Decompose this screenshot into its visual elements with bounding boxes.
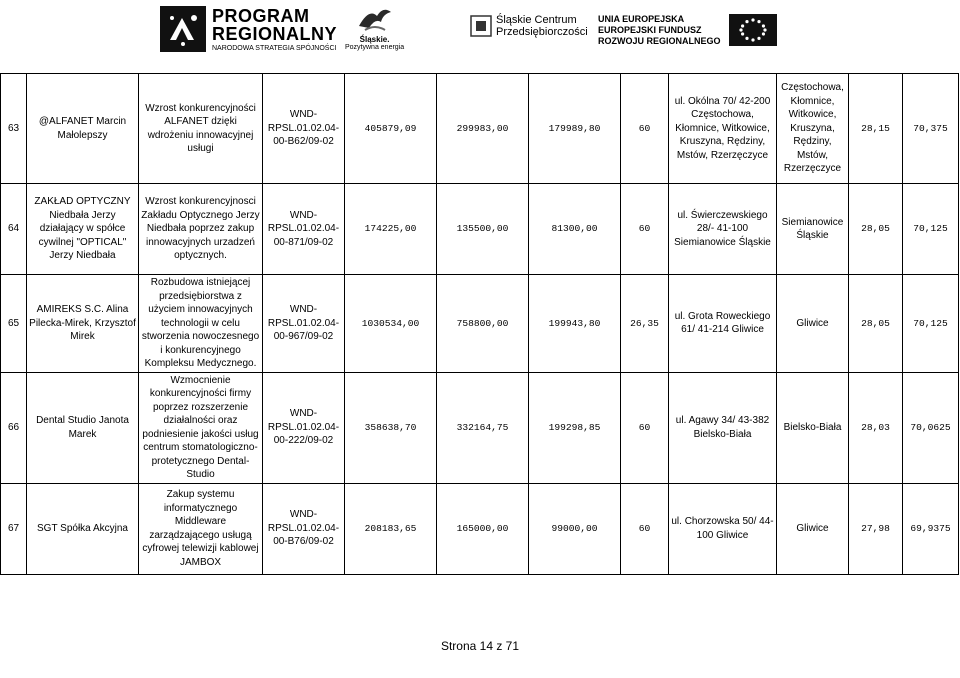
project-title-cell: Rozbudowa istniejącej przedsiębiorstwa z użyciem innowacyjnych technologii w celu stworzenia nowoczesnego i konkurencyjnego Kompleksu Medycznego. bbox=[139, 275, 263, 373]
grant-amount-cell: 179989,80 bbox=[529, 74, 621, 184]
program-line3: NARODOWA STRATEGIA SPÓJNOŚCI bbox=[212, 44, 337, 52]
eligible-costs-cell: 299983,00 bbox=[437, 74, 529, 184]
eligible-costs-cell: 332164,75 bbox=[437, 372, 529, 483]
score-cell: 70,375 bbox=[903, 74, 959, 184]
row-number-cell: 64 bbox=[1, 184, 27, 275]
project-title-cell: Wzrost konkurencyjności ALFANET dzięki wdrożeniu innowacyjnej usługi bbox=[139, 74, 263, 184]
centrum-line1: Śląskie Centrum bbox=[496, 14, 577, 26]
ue-line2: EUROPEJSKI FUNDUSZ bbox=[598, 24, 702, 35]
total-value-cell: 174225,00 bbox=[345, 184, 437, 275]
row-number-cell: 65 bbox=[1, 275, 27, 373]
project-title-cell: Zakup systemu informatycznego Middleware zarządzającego usługą cyfrowej telewizji kablowej JAMBOX bbox=[139, 483, 263, 574]
program-regionalny-logo bbox=[160, 6, 337, 52]
score-cell: 70,0625 bbox=[903, 372, 959, 483]
program-line1: PROGRAM bbox=[212, 5, 310, 26]
total-value-cell: 1030534,00 bbox=[345, 275, 437, 373]
applicant-address-cell: ul. Okólna 70/ 42-200 Częstochowa, Kłomnice, Witkowice, Kruszyna, Rędziny, Mstów, Rzerzęczyce bbox=[669, 74, 777, 184]
application-number-cell: WND-RPSL.01.02.04-00-222/09-02 bbox=[263, 372, 345, 483]
grant-amount-cell: 199298,85 bbox=[529, 372, 621, 483]
project-location-cell: Gliwice bbox=[777, 483, 849, 574]
logo-bar bbox=[0, 0, 960, 62]
table-row bbox=[1, 372, 959, 483]
eligible-costs-cell: 165000,00 bbox=[437, 483, 529, 574]
ranking-table bbox=[0, 73, 959, 575]
applicant-name-cell: ZAKŁAD OPTYCZNY Niedbała Jerzy działający w spółce cywilnej "OPTICAL" Jerzy Niedbała bbox=[27, 184, 139, 275]
grant-amount-cell: 199943,80 bbox=[529, 275, 621, 373]
program-regionalny-emblem bbox=[160, 6, 206, 52]
project-location-cell: Siemianowice Śląskie bbox=[777, 184, 849, 275]
score-cell: 69,9375 bbox=[903, 483, 959, 574]
total-value-cell: 208183,65 bbox=[345, 483, 437, 574]
grant-percent-cell: 60 bbox=[621, 372, 669, 483]
project-location-cell: Bielsko-Biała bbox=[777, 372, 849, 483]
project-title-cell: Wzrost konkurencyjnosci Zakładu Optycznego Jerzy Niedbała poprzez zakup innowacyjnych urzadzeń optycznych. bbox=[139, 184, 263, 275]
grant-percent-cell: 60 bbox=[621, 483, 669, 574]
grant-amount-cell: 81300,00 bbox=[529, 184, 621, 275]
points-cell: 28,03 bbox=[849, 372, 903, 483]
points-cell: 28,05 bbox=[849, 184, 903, 275]
applicant-name-cell: Dental Studio Janota Marek bbox=[27, 372, 139, 483]
project-location-cell: Gliwice bbox=[777, 275, 849, 373]
centrum-line2: Przedsiębiorczości bbox=[496, 26, 588, 39]
table-row bbox=[1, 275, 959, 373]
project-location-cell: Częstochowa, Kłomnice, Witkowice, Kruszyna, Rędziny, Mstów, Rzerzęczyce bbox=[777, 74, 849, 184]
points-cell: 28,05 bbox=[849, 275, 903, 373]
applicant-name-cell: @ALFANET Marcin Małolepszy bbox=[27, 74, 139, 184]
page-number: Strona 14 z 71 bbox=[440, 639, 520, 653]
grant-percent-cell: 26,35 bbox=[621, 275, 669, 373]
slaskie-slogan: Pozytywna energia bbox=[345, 44, 405, 51]
row-number-cell: 67 bbox=[1, 483, 27, 574]
applicant-name-cell: SGT Spółka Akcyjna bbox=[27, 483, 139, 574]
application-number-cell: WND-RPSL.01.02.04-00-871/09-02 bbox=[263, 184, 345, 275]
grant-percent-cell: 60 bbox=[621, 184, 669, 275]
applicant-address-cell: ul. Świerczewskiego 28/- 41-100 Siemianowice Śląskie bbox=[669, 184, 777, 275]
eligible-costs-cell: 758800,00 bbox=[437, 275, 529, 373]
ue-line1: UNIA EUROPEJSKA bbox=[598, 14, 685, 24]
eu-flag-icon bbox=[729, 14, 777, 46]
slaskie-bird-icon bbox=[355, 4, 395, 34]
score-cell: 70,125 bbox=[903, 275, 959, 373]
row-number-cell: 63 bbox=[1, 74, 27, 184]
eligible-costs-cell: 135500,00 bbox=[437, 184, 529, 275]
ue-line3: ROZWOJU REGIONALNEGO bbox=[598, 35, 721, 46]
applicant-address-cell: ul. Chorzowska 50/ 44-100 Gliwice bbox=[669, 483, 777, 574]
table-row bbox=[1, 483, 959, 574]
applicant-address-cell: ul. Agawy 34/ 43-382 Bielsko-Biała bbox=[669, 372, 777, 483]
centrum-logo bbox=[470, 14, 588, 38]
grant-amount-cell: 99000,00 bbox=[529, 483, 621, 574]
row-number-cell: 66 bbox=[1, 372, 27, 483]
applicant-address-cell: ul. Grota Roweckiego 61/ 41-214 Gliwice bbox=[669, 275, 777, 373]
total-value-cell: 358638,70 bbox=[345, 372, 437, 483]
slaskie-logo bbox=[345, 4, 404, 51]
total-value-cell: 405879,09 bbox=[345, 74, 437, 184]
points-cell: 27,98 bbox=[849, 483, 903, 574]
program-line2: REGIONALNY bbox=[212, 23, 338, 44]
score-cell: 70,125 bbox=[903, 184, 959, 275]
eu-logo bbox=[598, 14, 777, 46]
grant-percent-cell: 60 bbox=[621, 74, 669, 184]
centrum-square-icon bbox=[470, 15, 492, 37]
points-cell: 28,15 bbox=[849, 74, 903, 184]
slaskie-name: Śląskie. bbox=[359, 35, 390, 44]
applicant-name-cell: AMIREKS S.C. Alina Pilecka-Mirek, Krzysztof Mirek bbox=[27, 275, 139, 373]
table-row bbox=[1, 184, 959, 275]
application-number-cell: WND-RPSL.01.02.04-00-B76/09-02 bbox=[263, 483, 345, 574]
application-number-cell: WND-RPSL.01.02.04-00-967/09-02 bbox=[263, 275, 345, 373]
table-row bbox=[1, 74, 959, 184]
application-number-cell: WND-RPSL.01.02.04-00-B62/09-02 bbox=[263, 74, 345, 184]
project-title-cell: Wzmocnienie konkurencyjności firmy poprzez rozszerzenie działalności oraz podniesienie jakości usług centrum stomatologiczno-protetycznego Dental-Studio bbox=[139, 372, 263, 483]
